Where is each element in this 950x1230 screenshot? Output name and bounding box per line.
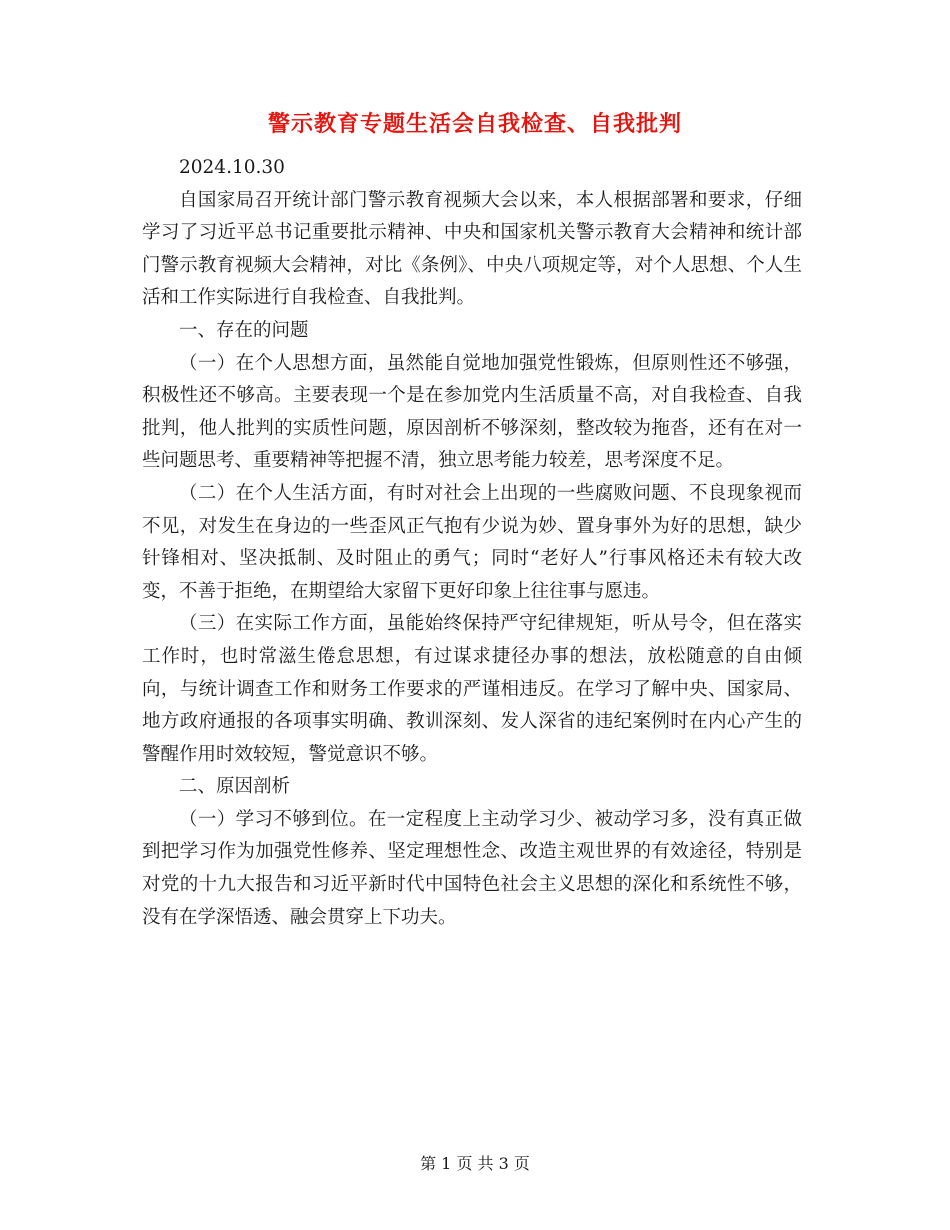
document-date: 2024.10.30 xyxy=(179,157,285,178)
paragraph-work: （三）在实际工作方面，虽能始终保持严守纪律规矩，听从号令，但在落实工作时，也时常滋生倦怠思想，有过谋求捷径办事的想法，放松随意的自由倾向，与统计调查工作和财务工作要求的严谨相违反。在学习了解中央、国家局、地方政府通报的各项事实明确、教训深刻、发人深省的违纪案例时在内心产生的警醒作用时效较短，警觉意识不够。 xyxy=(142,613,802,765)
section-heading-causes: 二、原因剖析 xyxy=(179,776,291,798)
document-title: 警示教育专题生活会自我检查、自我批判 xyxy=(267,112,682,137)
page-number-footer: 第 1 页 共 3 页 xyxy=(420,1154,530,1173)
paragraph-study: （一）学习不够到位。在一定程度上主动学习少、被动学习多，没有真正做到把学习作为加强党性修养、坚定理想性念、改造主观世界的有效途径，特别是对党的十九大报告和习近平新时代中国特色社会主义思想的深化和系统性不够，没有在学深悟透、融会贯穿上下功夫。 xyxy=(142,808,802,928)
section-heading-problems: 一、存在的问题 xyxy=(179,319,309,341)
document-body xyxy=(142,152,802,934)
paragraph-ideology: （一）在个人思想方面，虽然能自觉地加强党性锻炼，但原则性还不够强，积极性还不够高。主要表现一个是在参加党内生活质量不高，对自我检查、自我批判，他人批判的实质性问题，原因剖析不够深刻，整改较为拖沓，还有在对一些问题思考、重要精神等把握不清，独立思考能力较差，思考深度不足。 xyxy=(142,352,802,472)
paragraph-personal-life: （二）在个人生活方面，有时对社会上出现的一些腐败问题、不良现象视而不见，对发生在身边的一些歪风正气抱有少说为妙、置身事外为好的思想，缺少针锋相对、坚决抵制、及时阻止的勇气；同时“老好人”行事风格还未有较大改变，不善于拒绝，在期望给大家留下更好印象上往往事与愿违。 xyxy=(142,482,802,602)
intro-paragraph: 自国家局召开统计部门警示教育视频大会以来，本人根据部署和要求，仔细学习了习近平总书记重要批示精神、中央和国家机关警示教育大会精神和统计部门警示教育视频大会精神，对比《条例》、中央八项规定等，对个人思想、个人生活和工作实际进行自我检查、自我批判。 xyxy=(142,189,802,309)
